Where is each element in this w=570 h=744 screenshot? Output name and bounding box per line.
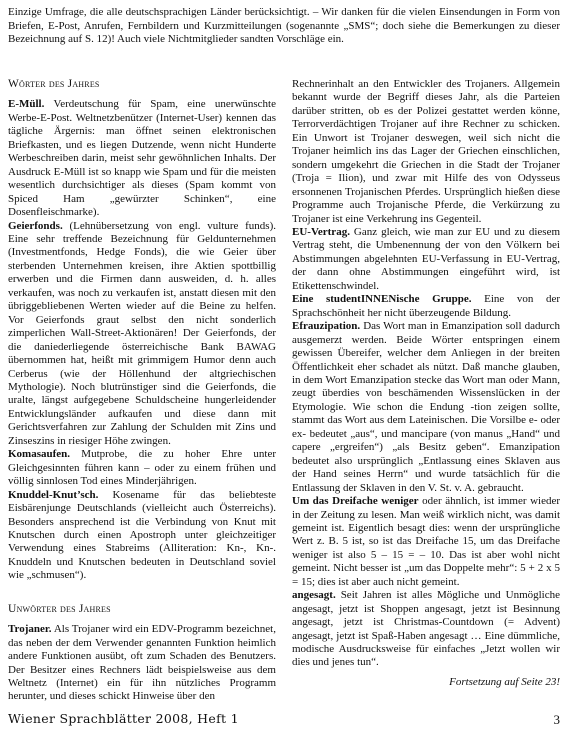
entry-text: Kosename für das beliebteste Eisbärenjunge Deutschlands (vielleicht auch Österreichs). Besonders ansprechend ist die Verbindung von Knut mit Knutschen durch einen Apostroph unter gleichzeitiger Verwendung eines Stabreims (Alliteration: Kn-, Kn-. Knuddeln und Knutschen bedeuten in Deutschland soviel wie „schmusen“).	[8, 488, 277, 582]
entry-text: Mutprobe, die zu hoher Ehre unter Gleichgesinnten führen kann – oder zu einem frühen und völlig sinnlosen Tod eines Minderjährigen.	[8, 448, 276, 488]
entry-term: angesagt.	[292, 589, 336, 602]
section-title-unwords-of-year: Unwörter des Jahres	[8, 602, 111, 615]
entry-angesagt	[292, 589, 560, 670]
entry-text: Seit Jahren ist alles Mögliche und Unmögliche angesagt, jetzt ist Shoppen angesagt, jetzt ist Besinnung angesagt, jetzt ist Christmas-Countdown (= Advent) angesagt, jetzt ist Spaß-Haben angesagt … Eine dümmliche, modische Ausdrucksweise für einfaches „Jetzt wollen wir dies und jenes tun“.	[292, 589, 560, 669]
journal-footer: Wiener Sprachblätter 2008, Heft 1	[8, 711, 239, 726]
entry-term: Efrauzipation.	[292, 320, 361, 333]
entry-text: Eine von der Sprachschönheit her nicht überzeugende Bildung.	[292, 293, 560, 319]
entry-trojaner	[8, 623, 276, 704]
entry-term: Geierfonds.	[8, 219, 63, 232]
entry-geierfonds	[8, 220, 276, 449]
section-title-words-of-year: Wörter des Jahres	[8, 78, 100, 90]
page-number: 3	[553, 712, 560, 727]
entry-trojaner-continued: Rechnerinhalt an den Entwickler des Trojaners. Allgemein bekannt wurde der Begriff dieses Jahr, als die Parteien darüber stritten, ob es der Polizei gestattet werden könne, Terrorverdächtigen Trojaner auf ihre Rechner zu schicken. Ein Unwort ist Trojaner deswegen, weil sich nicht die Trojaner heimlich ins das Lager der Griechen einschlichen, sondern umgekehrt die Griechen in die Stadt der Trojaner (Troja = Ilion), und zwar mit Hilfe des von Odysseus ersonnenen Trojanischen Pferdes. Ursprünglich hießen diese Programme auch Trojanische Pferde, die Verkürzung zu Trojaner ist eine Verkehrung ins Gegenteil.	[292, 78, 560, 225]
entry-studentinnenische-gruppe	[292, 293, 560, 320]
intro-paragraph: Einzige Umfrage, die alle deutschsprachigen Länder berücksichtigt. – Wir danken für die vielen Einsendungen in Form von Briefen, E-Post, Anrufen, Fernbildern und Kurzmitteilungen (sogenannte „SMS“; doch siehe die Bemerkungen zu dieser Bezeichnung auf S. 12)! Auch viele Nichtmitglieder sandten Vorschläge ein.	[8, 6, 560, 46]
entry-text: oder ähnlich, ist immer wieder in der Zeitung zu lesen. Man weiß wirklich nicht, was damit gemeint ist. Eigentlich besagt dies: wenn der ursprüngliche Wert z. B. 5 ist, so ist das Dreifache 15, um das Dreifache weniger ist also 5 – 15 = – 10. Das ist aber wohl nicht gemeint. Nicht besser ist „um das Doppelte mehr“: 5 + 2 x 5 = 15; dies ist aber auch nicht gemeint.	[292, 495, 560, 588]
entry-efrauzipation	[292, 320, 560, 495]
entry-text: (Lehnübersetzung von engl. vulture funds). Eine sehr treffende Bezeichnung für Geldunternehmen (Investmentfonds, Hedge Fonds), die wie Geier über sterbenden Unternehmen kreisen, ihre Aktien spottbillig erwerben und die Firmen dann ausweiden, d. h. alles verkaufen, was noch zu verkaufen ist, anstatt diesen mit den übriggebliebenen Werten wieder auf die Beine zu helfen. Vor Geierfonds graut selbst den nicht sonderlich zimperlichen Wall-Street-Aktionären! Der Geierfonds, der die daniederliegende österreichische Bank BAWAG übernommen hat, heißt mit grimmigem Humor denn auch Cerberus (wie der Höllenhund der altgriechischen Mythologie). Noch blutrünstiger sind die Geierfonds, die uralte, längst aufgegebene Schuldscheine hungerleidender Entwicklungsländer aufkaufen und diese dann mit Gerichtsverfahren zur Zahlung der Schulden mit Zins und Zinseszins in riesiger Höhe zwingen.	[8, 219, 276, 447]
entry-text: Das Wort man in Emanzipation soll dadurch ausgemerzt werden. Beide Wörter entspringen einem gewissen Übereifer, welcher dem Anliegen in der breiten Öffentlichkeit eher schadet als nützt. Daß manche glauben, in dem Wort Emanzipation stecke das Wort man oder Mann, zeugt überdies von beschämenden Wissenslücken in der Etymologie. Wie schon die Endung -tion zeigen sollte, stammt das Wort aus dem Lateinischen. Die Vorsilbe e- oder ex- bedeutet „aus“, und mancipare (von manus „Hand“ und capere „ergreifen“) „als Besitz geben“. Emanzipation bedeutet also ursprünglich „Entlassung eines Sklaven aus der Hand seines Herrn“ und wurde tatsächlich für die Entlassung der Sklaven in den V. St. v. A. gebraucht.	[292, 320, 560, 494]
entry-term: EU-Vertrag.	[292, 225, 350, 238]
entry-eu-vertrag	[292, 226, 560, 293]
right-column	[292, 78, 560, 689]
entry-term: Um das Dreifache weniger	[292, 495, 419, 508]
entry-text: Ganz gleich, wie man zur EU und zu diesem Vertrag steht, die Umbenennung der von den Völkern bei Abstimmungen abgelehnten EU-Verfassung in EU-Vertrag, der dann ohne Abstimmungen eingeführt wird, ist Etikettenschwindel.	[292, 225, 561, 292]
entry-komasaufen	[8, 448, 276, 488]
left-column	[8, 78, 276, 704]
entry-knuddel-knutsch	[8, 489, 276, 583]
entry-term: Trojaner.	[8, 623, 52, 636]
entry-text: Verdeutschung für Spam, eine unerwünschte Werbe-E-Post. Weltnetzbenützer (Internet-User) kennen das tägliche Ärgernis: man öffnet seinen elektronischen Briefkasten, und es liegen Dutzende, wenn nicht Hunderte Werbeschreiben darin, meist sehr gewöhnlichen Inhalts. Der Ausdruck E-Müll ist so knapp wie Spam und für die meisten wesentlich durchsichtiger als dieses (Spam kommt von Spiced Ham „gewürzter Schinken“, eine Dosenfleischmarke).	[8, 98, 276, 219]
continuation-note: Fortsetzung auf Seite 23!	[449, 675, 560, 688]
entry-term: Eine studentINNENische Gruppe.	[292, 293, 472, 306]
entry-term: Knuddel-Knut’sch.	[8, 488, 99, 501]
entry-term: E-Müll.	[8, 98, 45, 111]
entry-text: Als Trojaner wird ein EDV-Programm bezeichnet, das neben der dem Verwender genannten Funktion heimlich andere Funktionen ausübt, oft zum Schaden des Benutzers. Der Besitzer eines Rechners lädt beispielsweise aus dem Weltnetz (Internet) ein für ihn nützliches Programm herunter, und dieses schickt Hinweise über den	[8, 623, 276, 703]
entry-e-muell	[8, 98, 276, 219]
entry-term: Komasaufen.	[8, 448, 71, 461]
entry-dreifache-weniger	[292, 495, 560, 589]
